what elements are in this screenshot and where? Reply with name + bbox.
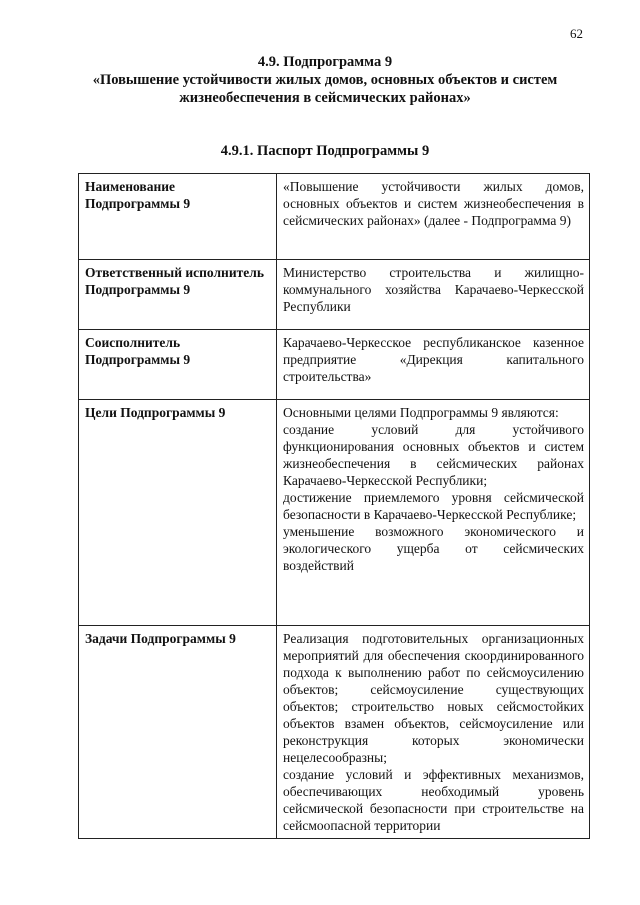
heading-line-2: «Повышение устойчивости жилых домов, основных объектов и систем bbox=[92, 72, 558, 88]
table-row bbox=[79, 174, 590, 260]
table-row bbox=[79, 626, 590, 839]
value-paragraph: создание условий и эффективных механизмов, обеспечивающих необходимый уровень сейсмической безопасности при строительстве на сейсмоопасной территории bbox=[283, 767, 584, 833]
row-label-goals: Цели Подпрограммы 9 bbox=[79, 400, 277, 626]
row-value-responsible bbox=[277, 260, 590, 330]
row-label-coexecutor: Соисполнитель Подпрограммы 9 bbox=[79, 330, 277, 400]
value-paragraph: Основными целями Подпрограммы 9 являются: bbox=[283, 405, 559, 420]
row-label-name: Наименование Подпрограммы 9 bbox=[79, 174, 277, 260]
section-heading bbox=[60, 53, 590, 107]
value-paragraph: Министерство строительства и жилищно-коммунального хозяйства Карачаево-Черкесской Республики bbox=[283, 265, 584, 314]
value-paragraph: Карачаево-Черкесское республиканское казенное предприятие «Дирекция капитального строительства» bbox=[283, 335, 584, 384]
heading-line-3: жизнеобеспечения в сейсмических районах» bbox=[179, 90, 471, 106]
value-paragraph: достижение приемлемого уровня сейсмической безопасности в Карачаево-Черкесской Республике; bbox=[283, 490, 584, 522]
value-paragraph: уменьшение возможного экономического и экологического ущерба от сейсмических воздействий bbox=[283, 524, 584, 573]
value-paragraph: создание условий для устойчивого функционирования основных объектов и систем жизнеобеспечения в сейсмических районах Карачаево-Черкесской Республики; bbox=[283, 422, 584, 488]
table-row bbox=[79, 260, 590, 330]
table-row bbox=[79, 400, 590, 626]
page-number: 62 bbox=[570, 26, 583, 41]
row-label-tasks: Задачи Подпрограммы 9 bbox=[79, 626, 277, 839]
value-paragraph: «Повышение устойчивости жилых домов, основных объектов и систем жизнеобеспечения в сейсмических районах» (далее - Подпрограмма 9) bbox=[283, 179, 584, 228]
table-row bbox=[79, 330, 590, 400]
row-value-coexecutor bbox=[277, 330, 590, 400]
row-value-name bbox=[277, 174, 590, 260]
heading-line-1: 4.9. Подпрограмма 9 bbox=[257, 54, 393, 70]
row-value-tasks bbox=[277, 626, 590, 839]
row-value-goals bbox=[277, 400, 590, 626]
row-label-responsible: Ответственный исполнитель Подпрограммы 9 bbox=[79, 260, 277, 330]
value-paragraph: Реализация подготовительных организационных мероприятий для обеспечения скоординированного подхода к выполнению работ по сейсмоусилению объектов; сейсмоусиление существующих объектов; строительство новых сейсмостойких объектов взамен объектов, сейсмоусиление или реконструкция которых экономически нецелесообразны; bbox=[283, 631, 584, 765]
passport-table bbox=[78, 173, 590, 839]
passport-title: 4.9.1. Паспорт Подпрограммы 9 bbox=[220, 143, 430, 159]
